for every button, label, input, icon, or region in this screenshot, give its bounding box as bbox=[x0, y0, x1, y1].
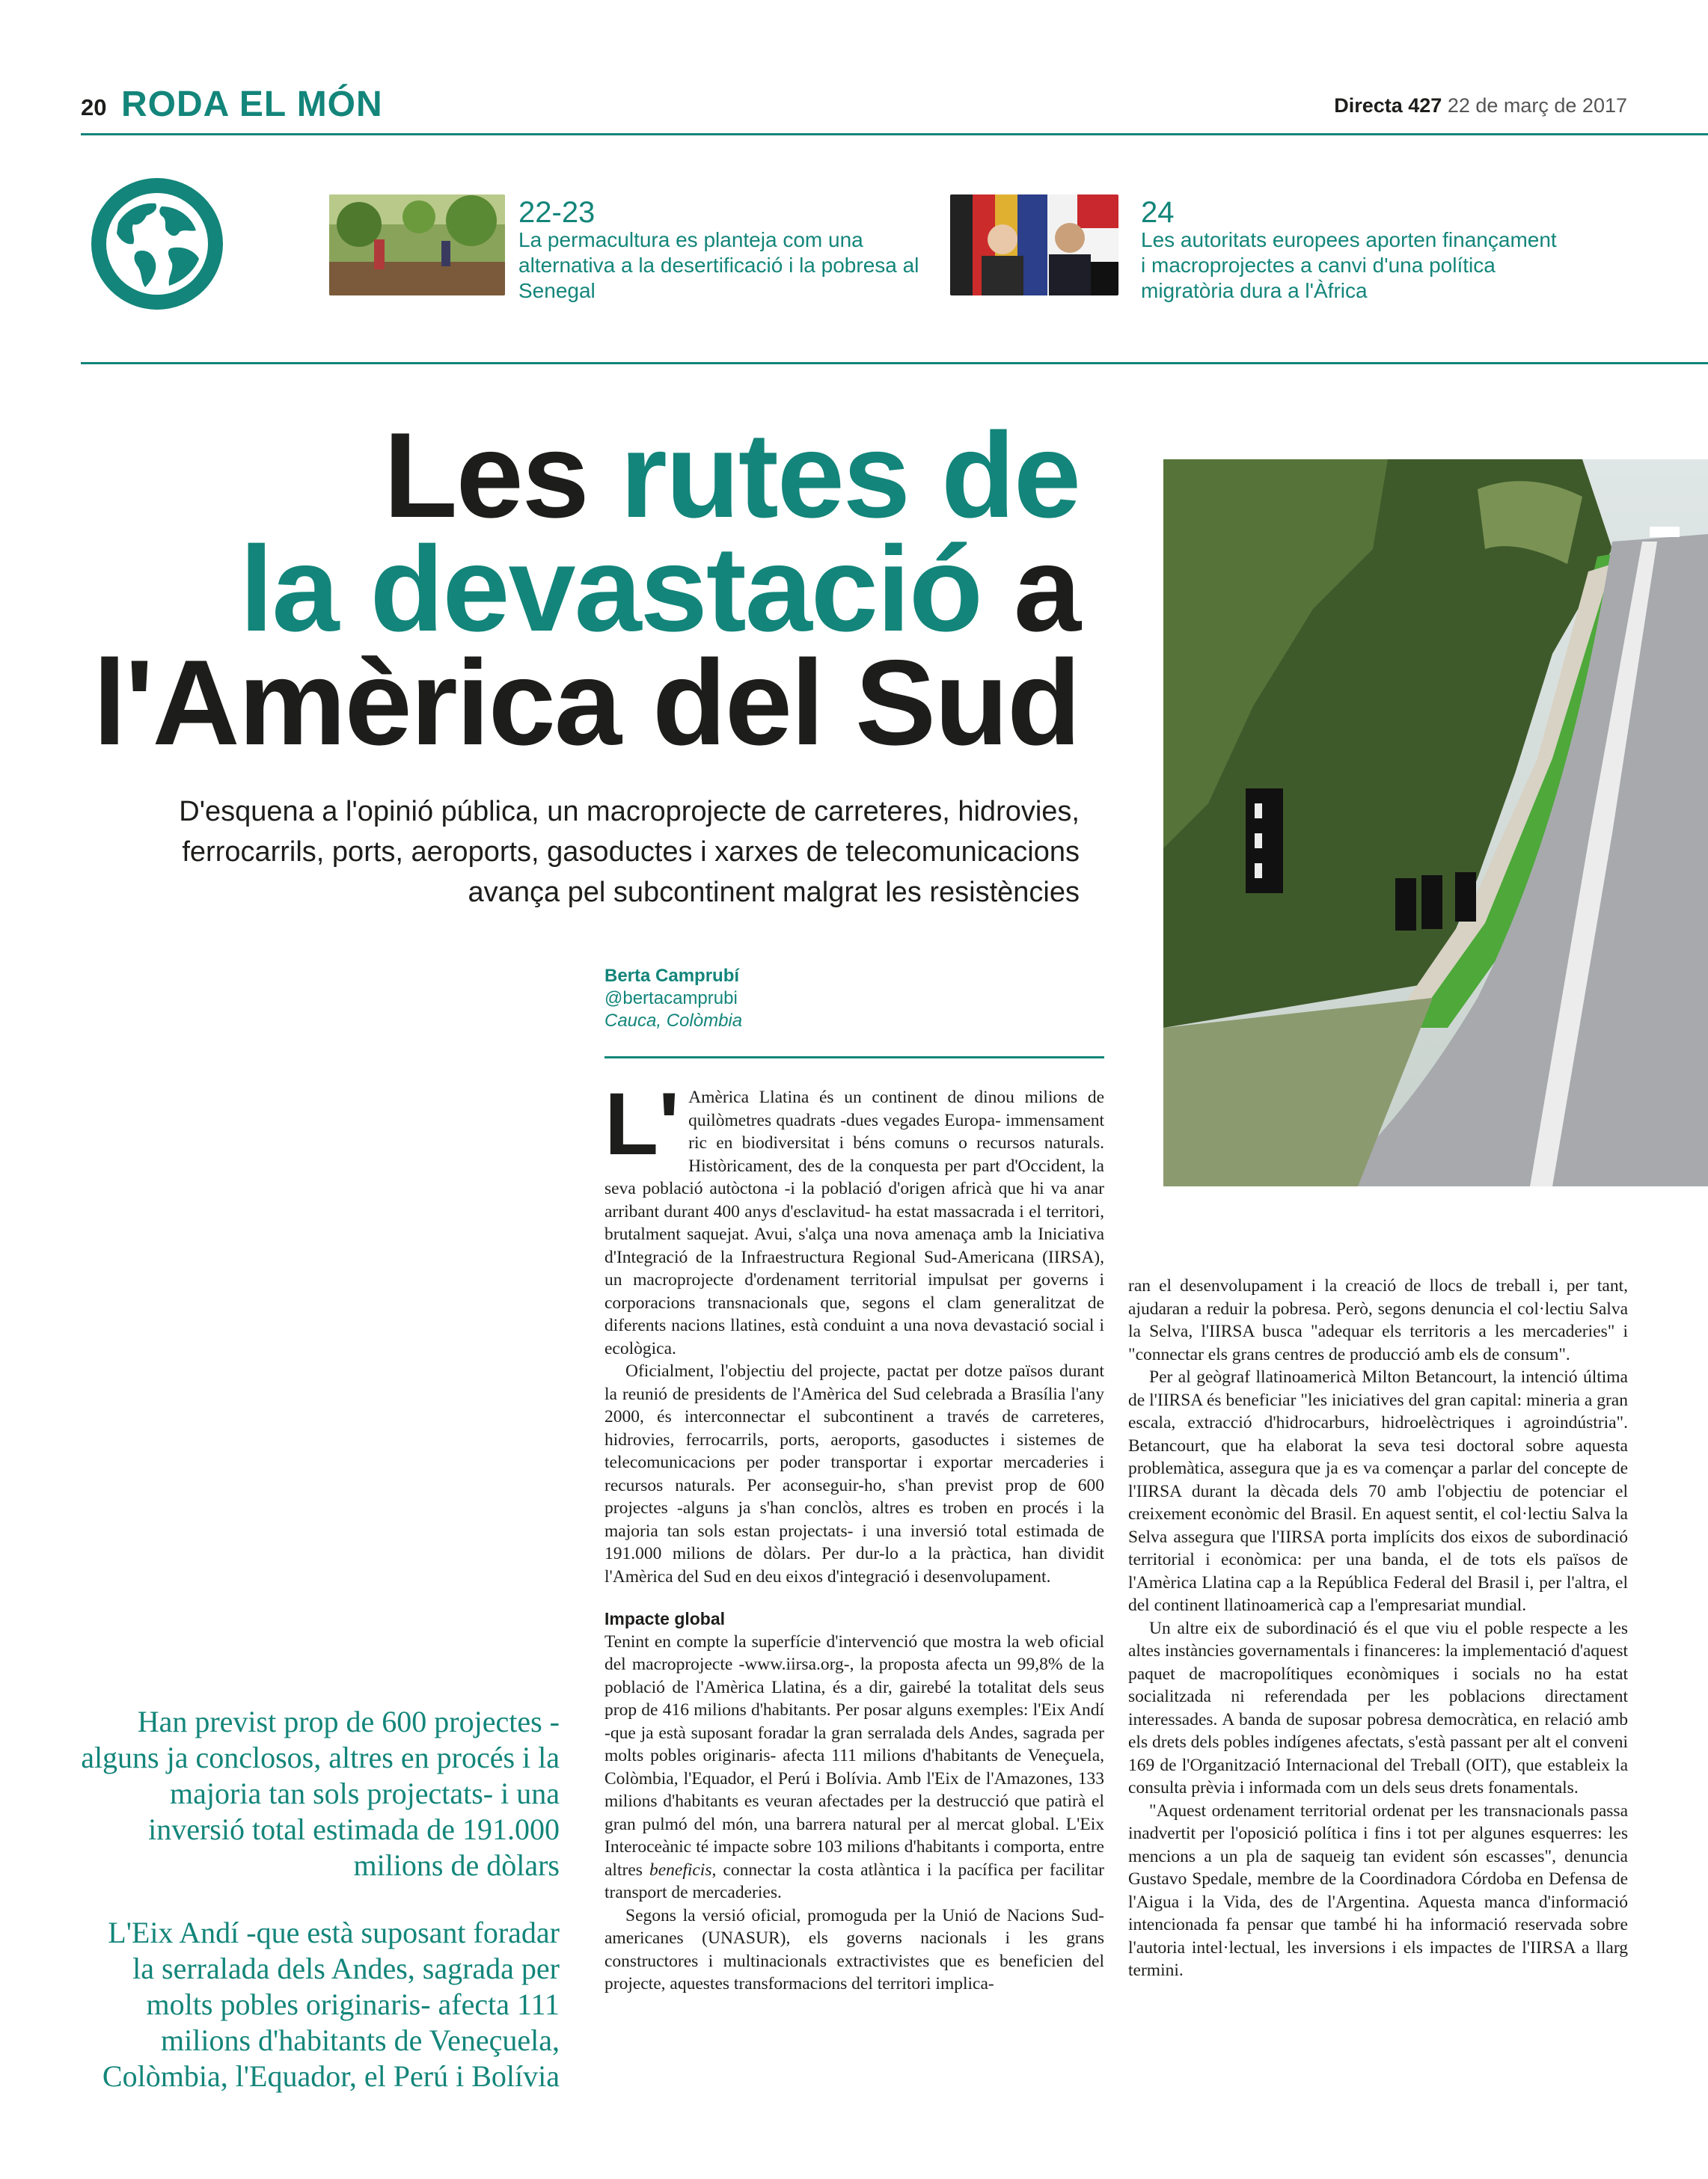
dateline-location: Cauca, Colòmbia bbox=[604, 1011, 743, 1031]
author-handle[interactable]: @bertacamprubi bbox=[604, 988, 738, 1008]
body-paragraph: Oficialment, l'objectiu del projecte, pactat per dotze països durant la reunió de presidents de l'Amèrica del Sud celebrada a Brasília l'any 2000, és interconnectar el subcontinent a través de carreteres, hidrovies, ferrocarrils, ports, aeroports, gasoductes i sistemes de telecomunicacions per poder transportar i exportar mercaderies i recursos naturals. Per aconseguir-ho, s'han previst prop de 600 projectes -alguns ja s'han conclòs, altres es troben en procés i la majoria tan sols estan projectats- i una inversió total estimada de 191.000 milions de dòlars. Per dur-lo a la pràctica, han dividit l'Amèrica del Sud en deu eixos d'integració i desenvolupament. bbox=[604, 1361, 1104, 1587]
publication-info bbox=[1334, 94, 1627, 117]
header-rule bbox=[81, 133, 1708, 135]
body-paragraph: Per al geògraf llatinoamericà Milton Betancourt, la intenció última de l'IIRSA és beneficiar "les iniciatives del gran capital: mineria a gran escala, extracció d'hidrocarburs, hidroelèctriques i agroindústria". Betancourt, que ha elaborat la seva tesi doctoral sobre aquesta problemàtica, assegura que ja es va començar a parlar del concepte de l'IIRSA durant la dècada dels 70 amb l'objectiu de potenciar el creixement econòmic del Brasil. En aquest sentit, el col·lectiu Salva la Selva assegura que l'IIRSA porta implícits dos eixos de subordinació territorial i econòmica: per una banda, el de tots els països de l'Amèrica Llatina cap a la República Federal del Brasil i, per l'altra, el del continent llatinoamericà cap a l'empresariat mundial. bbox=[1128, 1367, 1628, 1615]
body-paragraph: Un altre eix de subordinació és el que viu el poble respecte a les altes instàncies governamentals i financeres: la implementació d'aquest paquet de macropolítiques econòmiques i socials no ha estat socialitzada ni referendada per les poblacions directament interessades. A banda de suposar pobresa democràtica, en relació amb els drets dels pobles indígenes afectats, s'està passant per alt el conveni 169 de l'Organització Internacional del Treball (OIT), que estableix la consulta prèvia i informada com un dels seus drets fonamentals. bbox=[1128, 1618, 1628, 1798]
title-highlight: rutes de bbox=[619, 408, 1080, 543]
body-column-1 bbox=[604, 1075, 1104, 1996]
body-paragraph: "Aquest ordenament territorial ordenat per les transnacionals passa inadvertit per l'oposició política i fins i tot per algunes esquerres: les mencions a un pla de saqueig tan evident són escasses", denuncia Gustavo Spedale, membre de la Coordinadora Córdoba en Defensa de l'Aigua i la Vida, des de l'Argentina. Aquesta manca d'informació intencionada fa pensar que també hi ha informació reservada sobre l'autoria intel·lectual, les inversions i els impactes de l'IIRSA a llarg termini. bbox=[1128, 1800, 1628, 1980]
page-number: 20 bbox=[81, 94, 107, 120]
teaser-headline[interactable]: La permacultura es planteja com una alternativa a la desertificació i la pobresa al Senegal bbox=[518, 228, 919, 302]
teaser-photo-permaculture[interactable] bbox=[329, 194, 505, 295]
body-paragraph: Segons la versió oficial, promoguda per la Unió de Nacions Sud-americanes (UNASUR), els governs nacionals i les grans constructores i multinacionals extractivistes que es beneficien del projecte, aquestes transformacions del territori implica- bbox=[604, 1905, 1104, 1993]
author-name: Berta Camprubí bbox=[604, 966, 740, 986]
pull-quote: Han previst prop de 600 projectes -alguns ja conclosos, altres en procés i la majoria tan sols projectats- i una inversió total estimada de 191.000 milions de dòlars bbox=[81, 1705, 560, 1882]
title-part: a bbox=[981, 521, 1080, 657]
article-dek: D'esquena a l'opinió pública, un macroprojecte de carreteres, hidrovies, ferrocarrils, ports, aeroports, gasoductes i xarxes de telecomunicacions avança pel subcontinent malgrat les resistències bbox=[179, 796, 1080, 908]
body-paragraph: ran el desenvolupament i la creació de llocs de treball i, per tant, ajudaran a reduir la pobresa. Però, segons denuncia el col·lectiu Salva la Selva, l'IIRSA busca "adequar els territoris a les mercaderies" i "connectar els grans centres de producció amb els de consum". bbox=[1128, 1276, 1628, 1364]
pull-quote: L'Eix Andí -que està suposant foradar la serralada dels Andes, sagrada per molts pobles originaris- afecta 111 milions d'habitants de Veneçuela, Colòmbia, l'Equador, el Perú i Bolívia bbox=[102, 1916, 560, 2093]
teaser-pages: 22-23 bbox=[518, 196, 596, 229]
byline bbox=[604, 965, 742, 1032]
road-photo bbox=[1163, 459, 1708, 1186]
section-title: RODA EL MÓN bbox=[121, 85, 383, 124]
globe-icon bbox=[90, 177, 224, 311]
title-highlight: la devastació bbox=[239, 521, 982, 657]
drop-cap: L' bbox=[604, 1075, 680, 1174]
body-column-2 bbox=[1128, 1275, 1628, 1982]
title-part: Les bbox=[383, 408, 620, 543]
article-title bbox=[32, 408, 1080, 770]
subheading: Impacte global bbox=[604, 1609, 726, 1628]
teaser-photo-politicians[interactable] bbox=[950, 194, 1118, 295]
byline-rule bbox=[604, 1056, 1104, 1058]
publication-date: 22 de març de 2017 bbox=[1447, 94, 1627, 117]
teaser-headline[interactable]: Les autoritats europees aporten finançament i macroprojectes a canvi d'una política migratòria dura a l'Àfrica bbox=[1141, 228, 1557, 302]
body-paragraph: Tenint en compte la superfície d'intervenció que mostra la web oficial del macroprojecte -www.iirsa.org-, la proposta afecta un 99,8% de la població de l'Amèrica Llatina, és a dir, gairebé la totalitat dels seus prop de 416 milions d'habitants. Per posar alguns exemples: l'Eix Andí -que ja està suposant foradar la gran serralada dels Andes, sagrada per molts pobles originaris- afecta 111 milions d'habitants de Veneçuela, Colòmbia, l'Equador, el Perú i Bolívia. Amb l'Eix de l'Amazones, 133 milions d'habitants es veuran afectades per la destrucció que patirà el gran pulmó del món, una barrera natural per al mercat global. L'Eix Interoceànic té impacte sobre 103 milions d'habitants i comporta, entre altres beneficis, connectar la costa atlàntica i la pacífica per facilitar transport de mercaderies. bbox=[604, 1631, 1104, 1902]
teaser-pages: 24 bbox=[1141, 196, 1175, 229]
publication-name: Directa 427 bbox=[1334, 94, 1442, 117]
title-part: l'Amèrica del Sud bbox=[93, 635, 1080, 770]
body-paragraph: L' Amèrica Llatina és un continent de dinou milions de quilòmetres quadrats -dues vegades Europa- immensament ric en biodiversitat i béns comuns o recursos naturals. Històricament, des de la conquesta per part d'Occident, la seva població autòctona -i la població d'origen africà que hi va anar arribant durant 400 anys d'esclavitud- ha estat massacrada i el territori, brutalment saquejat. Avui, s'alça una nova amenaça amb la Iniciativa d'Integració de la Infraestructura Regional Sud-Americana (IIRSA), un macroprojecte d'ordenament territorial impulsat per governs i corporacions transnacionals que, segons el clam generalitzat de diferents nacions llatines, està conduint a una nova devastació social i ecològica. bbox=[604, 1075, 1104, 1358]
teaser-rule bbox=[81, 362, 1708, 364]
